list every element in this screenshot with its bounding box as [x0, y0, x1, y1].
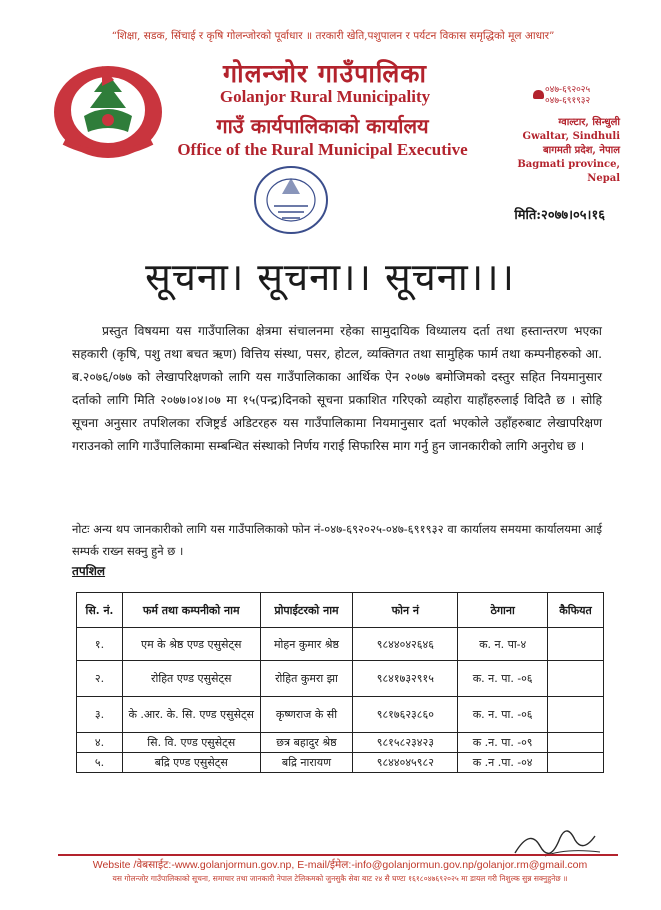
cell-proprietor: रोहित कुमरा झा	[260, 661, 353, 697]
office-name-nepali: गाउँ कार्यपालिकाको कार्यालय	[216, 114, 429, 138]
nepal-emblem-icon	[44, 52, 172, 164]
cell-remarks	[548, 753, 604, 773]
header-proprietor: प्रोपाईटरको नाम	[260, 593, 353, 628]
phone-1: ०४७-६९२०२५	[545, 85, 591, 95]
phone-icon	[533, 90, 544, 99]
cell-proprietor: छत्र बहादुर श्रेष्ठ	[260, 733, 353, 753]
table-row	[77, 733, 604, 753]
cell-firm: सि. वि. एण्ड एसुसेट्स	[122, 733, 260, 753]
cell-phone: ९८४१७३२९१५	[353, 661, 458, 697]
notice-body: प्रस्तुत विषयमा यस गाउँपालिका क्षेत्रमा संचालनमा रहेका सामुदायिक विध्यालय दर्ता तथा हस्तान्तरण भएका सहकारी (कृषि, पशु तथा बचत ऋण) वित्तिय संस्था, पसर, होटल, व्यक्तिगत तथा सामुहिक फार्म तथा कम्पनीहरुको आ. ब.२०७६/०७७ को लेखापरिक्षणको लागि यस गाउँपालिकाका आर्थिक ऐन २०७७ बमोजिमको दस्तुर सहित नियमानुसार दर्ताको लागि मिति २०७७।०४।०७ मा १५(पन्द्र)दिनको सूचना प्रकाशित गरिएको व्यहोरा याहाँहरुलाई विदितै छ । सोहि सूचना अनुसार तपशिलका रजिष्ट्रर्ड अडिटरहरु यस गाउँपालिकामा नियमानुसार दर्ता भएकोले उहाँहरुबाट लेखापरिक्षण गराउनको लागि गाउँपालिकामा सम्बन्धित संस्थाको निर्णय गराई सिफारिस माग गर्नु हुन जानकारीको लागि अनुरोध छ ।	[72, 324, 602, 453]
address-line-1: ग्वाल्टार, सिन्धुली	[558, 117, 620, 128]
cell-phone: ९८१७६२३८६०	[353, 697, 458, 733]
cell-remarks	[548, 733, 604, 753]
address-line-4: Bagmati province, Nepal	[517, 159, 620, 184]
auditor-table	[76, 592, 604, 773]
footer-web-email: Website /वेबसाईट:-www.golanjormun.gov.np, E-mail/ईमेल:-info@golanjormun.gov.np/golanjor.rm@gmail.com	[92, 859, 588, 871]
footer-divider	[58, 854, 618, 856]
cell-address: क .न .पा. -०४	[458, 753, 548, 773]
cell-firm: रोहित एण्ड एसुसेट्स	[122, 661, 260, 697]
cell-address: क. न. पा. -०६	[458, 661, 548, 697]
cell-address: क. न. पा-४	[458, 628, 548, 661]
cell-address: क. न. पा. -०६	[458, 697, 548, 733]
header-firm: फर्म तथा कम्पनीको नाम	[122, 593, 260, 628]
phone-numbers	[545, 85, 590, 107]
cell-serial: १.	[77, 628, 123, 661]
cell-remarks	[548, 697, 604, 733]
cell-phone: ९८१५८२३४२३	[353, 733, 458, 753]
footer-info-line: यस गोलन्जोर गाउँपालिकाको सूचना, समाचार तथा जानकारी नेपाल टेलिकमको जुनसुकै सेवा बाट २४ सै घण्टा १६१८०४७६९२०२५ मा डायल गरी निशुल्क सुन्न सक्नुहुनेछ ॥	[112, 874, 568, 883]
table-row	[77, 753, 604, 773]
header-address: ठेगाना	[458, 593, 548, 628]
official-stamp-icon	[250, 162, 332, 238]
table-row	[77, 661, 604, 697]
cell-proprietor: कृष्णराज के सी	[260, 697, 353, 733]
address-line-3: बागमती प्रदेश, नेपाल	[542, 145, 620, 156]
header-remarks: कैफियत	[548, 593, 604, 628]
cell-phone: ९८४४०४२६४६	[353, 628, 458, 661]
address-line-2: Gwaltar, Sindhuli	[522, 131, 620, 142]
cell-phone: ९८४४०४५९८२	[353, 753, 458, 773]
cell-firm: के .आर. के. सि. एण्ड एसुसेट्स	[122, 697, 260, 733]
cell-serial: ४.	[77, 733, 123, 753]
office-address	[495, 116, 620, 186]
phone-2: ०४७-६९१९३२	[545, 96, 591, 106]
cell-serial: ५.	[77, 753, 123, 773]
cell-remarks	[548, 628, 604, 661]
header-serial: सि. नं.	[77, 593, 123, 628]
cell-proprietor: बद्रि नारायण	[260, 753, 353, 773]
notice-title: सूचना। सूचना।। सूचना।।।	[145, 255, 515, 299]
cell-proprietor: मोहन कुमार श्रेष्ठ	[260, 628, 353, 661]
table-row	[77, 697, 604, 733]
header-phone: फोन नं	[353, 593, 458, 628]
cell-serial: ३.	[77, 697, 123, 733]
cell-serial: २.	[77, 661, 123, 697]
org-name-nepali: गोलन्जोर गाउँपालिका	[223, 59, 427, 88]
cell-address: क .न. पा. -०९	[458, 733, 548, 753]
notice-date: मिति:२०७७।०५।१६	[514, 208, 605, 223]
office-name-english: Office of the Rural Municipal Executive	[177, 140, 468, 159]
header-motto: “शिक्षा, सडक, सिंचाई र कृषि गोलन्जोरको पूर्वाधार ॥ तरकारी खेति,पशुपालन र पर्यटन विकास समृद्धिको मूल आधार”	[111, 30, 555, 42]
table-row	[77, 628, 604, 661]
org-name-english: Golanjor Rural Municipality	[219, 87, 431, 106]
cell-remarks	[548, 661, 604, 697]
cell-firm: एम के श्रेष्ठ एण्ड एसुसेट्स	[122, 628, 260, 661]
table-header-row	[77, 593, 604, 628]
details-heading: तपशिल	[72, 564, 106, 578]
signature-icon	[505, 818, 615, 863]
notice-note: नोटः अन्य थप जानकारीको लागि यस गाउँपालिकाको फोन नं-०४७-६९२०२५-०४७-६९१९३२ वा कार्यालय समयमा कार्यालयमा आई सम्पर्क राख्न सक्नु हुने छ ।	[72, 522, 602, 558]
cell-firm: बद्रि एण्ड एसुसेट्स	[122, 753, 260, 773]
